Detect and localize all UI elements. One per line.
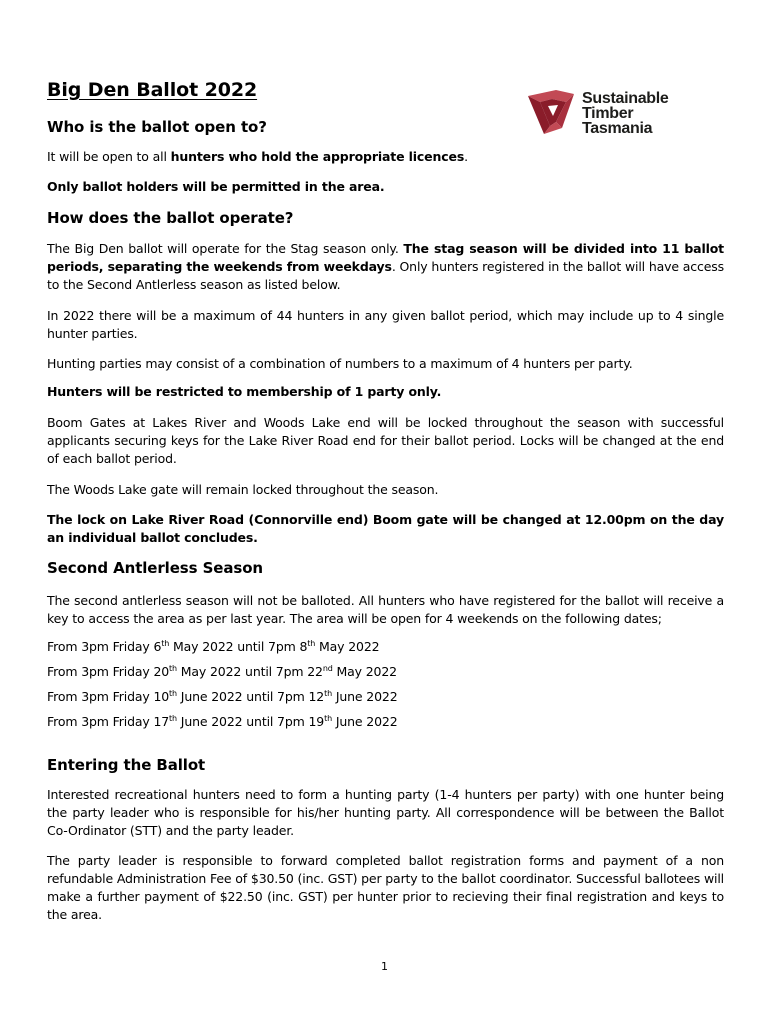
superscript: th (169, 714, 177, 723)
superscript: th (307, 639, 316, 648)
page-number: 1 (381, 960, 388, 973)
paragraph-woods-lake-gate: The Woods Lake gate will remain locked throughout the season. (47, 482, 439, 497)
text: May 2022 until 7pm 8 (169, 639, 308, 654)
paragraph-only-ballot-holders: Only ballot holders will be permitted in the area. (47, 179, 385, 194)
text: May 2022 until 7pm 22 (176, 664, 323, 679)
text: From 3pm Friday 20 (47, 664, 170, 679)
date-line-2 (47, 664, 397, 679)
logo-line-1: Sustainable (582, 90, 669, 107)
logo-line-2: Timber (582, 105, 634, 122)
superscript: th (161, 639, 170, 648)
paragraph-boom-gates: Boom Gates at Lakes River and Woods Lake end will be locked throughout the season with successful applicants securing keys for the Lake River Road end for their ballot period. Locks will be changed at the end of each ballot period. (47, 415, 724, 466)
document-title: Big Den Ballot 2022 (47, 79, 258, 101)
superscript: th (169, 689, 177, 698)
text: May 2022 (315, 639, 380, 654)
paragraph-hunting-parties: Hunting parties may consist of a combination of numbers to a maximum of 4 hunters per party. (47, 356, 633, 371)
paragraph-second-antlerless: The second antlerless season will not be balloted. All hunters who have registered for the ballot will receive a key to access the area as per last year. The area will be open for 4 weekends on the following dates; (47, 593, 724, 626)
text: June 2022 until 7pm 19 (176, 714, 325, 729)
heading-who-is-ballot-open-to: Who is the ballot open to? (47, 118, 267, 136)
text: The Big Den ballot will operate for the Stag season only. (47, 241, 404, 256)
text: June 2022 (332, 689, 398, 704)
heading-how-ballot-operates: How does the ballot operate? (47, 209, 294, 227)
superscript: th (324, 689, 333, 698)
paragraph-max-hunters: In 2022 there will be a maximum of 44 hunters in any given ballot period, which may include up to 4 single hunter parties. (47, 308, 724, 341)
superscript: nd (322, 664, 333, 673)
logo-mark-icon (526, 88, 578, 138)
paragraph-stag-season (47, 240, 724, 294)
sustainable-timber-tasmania-logo (526, 88, 696, 138)
text: . (464, 149, 468, 164)
text: From 3pm Friday 10 (47, 689, 170, 704)
text: May 2022 (332, 664, 397, 679)
paragraph-open-to (47, 148, 724, 166)
heading-entering-ballot: Entering the Ballot (47, 756, 206, 774)
date-line-1 (47, 639, 379, 654)
heading-second-antlerless: Second Antlerless Season (47, 559, 263, 577)
logo-text (582, 91, 669, 136)
text: . Only hunters registered in the ballot will have access to the Second Antlerless season as listed below. (47, 259, 724, 292)
text-bold: The stag season will be divided into 11 ballot periods, separating the weekends from weekdays (47, 241, 724, 274)
text-bold: hunters who hold the appropriate licences (170, 149, 465, 164)
text: June 2022 (332, 714, 398, 729)
text: From 3pm Friday 17 (47, 714, 170, 729)
superscript: th (324, 714, 333, 723)
paragraph-entering-ballot: Interested recreational hunters need to form a hunting party (1-4 hunters per party) with one hunter being the party leader who is responsible for his/her hunting party. All correspondence will be between the Ballot Co-Ordinator (STT) and the party leader. (47, 787, 724, 838)
text: It will be open to all (47, 149, 171, 164)
text: June 2022 until 7pm 12 (176, 689, 325, 704)
superscript: th (169, 664, 177, 673)
date-line-3 (47, 689, 398, 704)
date-line-4 (47, 714, 398, 729)
paragraph-membership: Hunters will be restricted to membership of 1 party only. (47, 384, 442, 399)
text: From 3pm Friday 6 (47, 639, 162, 654)
logo-line-3: Tasmania (582, 120, 653, 137)
paragraph-lock-change: The lock on Lake River Road (Connorville end) Boom gate will be changed at 12.00pm on the day an individual ballot concludes. (47, 512, 724, 545)
paragraph-party-leader: The party leader is responsible to forward completed ballot registration forms and payment of a non refundable Administration Fee of $30.50 (inc. GST) per party to the ballot coordinator. Successful ballotees will make a further payment of $22.50 (inc. GST) per hunter prior to recieving their final registration and keys to the area. (47, 853, 724, 922)
